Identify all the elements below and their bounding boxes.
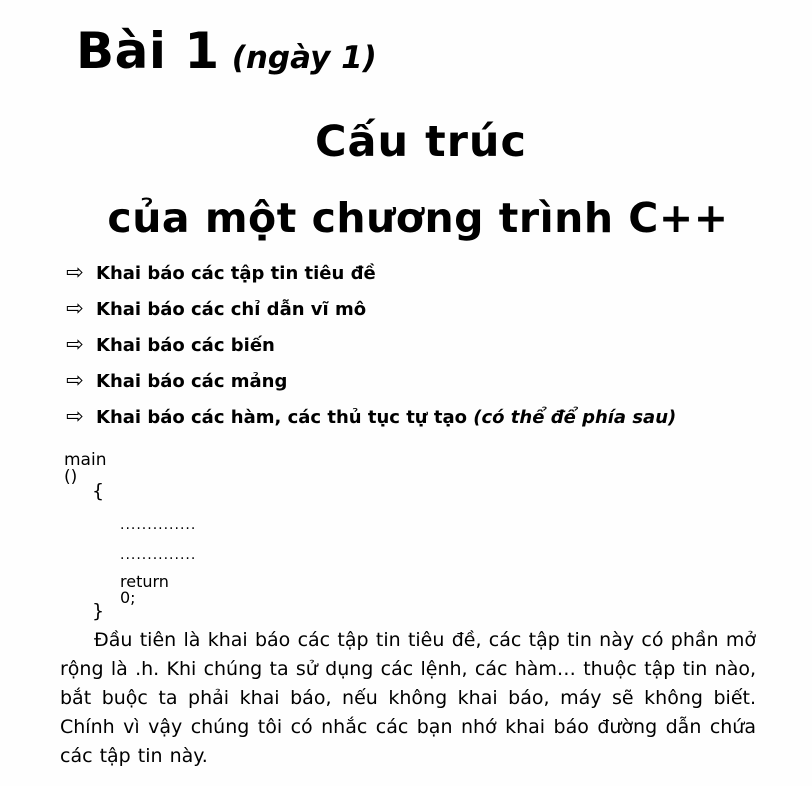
list-item [66,334,766,360]
list-item [66,406,766,432]
arrow-right-icon: ⇨ [66,260,84,284]
list-item-text: Khai báo các hàm, các thủ tục tự tạo [96,407,467,428]
lesson-title: Bài 1 [76,22,220,80]
list-item [66,370,766,396]
arrow-right-icon: ⇨ [66,404,84,428]
subtitle-line-1: Cấu trúc [314,117,528,167]
lesson-day: (ngày 1) [231,40,377,76]
code-line-dots-2: .............. [120,547,197,563]
list-item [66,298,766,324]
body-paragraph: Đầu tiên là khai báo các tập tin tiêu đề, các tập tin này có phần mở rộng là .h. Khi chúng ta sử dụng các lệnh, các hàm… thuộc tập tin nào, bắt buộc ta phải khai báo, nếu không khai báo, máy sẽ không biết. Chính vì vậy chúng tôi có nhắc các bạn nhớ khai báo đường dẫn chứa các tập tin này. [60,629,756,767]
code-line-main: main () [64,450,107,487]
list-item-label: Khai báo các biến [96,335,275,356]
code-line-close-brace: } [92,600,105,622]
arrow-right-icon: ⇨ [66,368,84,392]
page-title [76,22,377,80]
list-item-label [96,407,676,428]
list-item-label: Khai báo các mảng [96,371,288,392]
subtitle-line-2: của một chương trình C++ [107,194,729,242]
arrow-right-icon: ⇨ [66,332,84,356]
bullet-list [66,262,766,442]
list-item [66,262,766,288]
code-line-dots-1: .............. [120,517,197,533]
arrow-right-icon: ⇨ [66,296,84,320]
list-item-label: Khai báo các tập tin tiêu đề [96,263,376,284]
list-item-note: (có thể để phía sau) [473,407,677,428]
code-line-return: return 0; [120,572,169,607]
code-line-open-brace: { [92,480,105,502]
list-item-label: Khai báo các chỉ dẫn vĩ mô [96,299,367,320]
